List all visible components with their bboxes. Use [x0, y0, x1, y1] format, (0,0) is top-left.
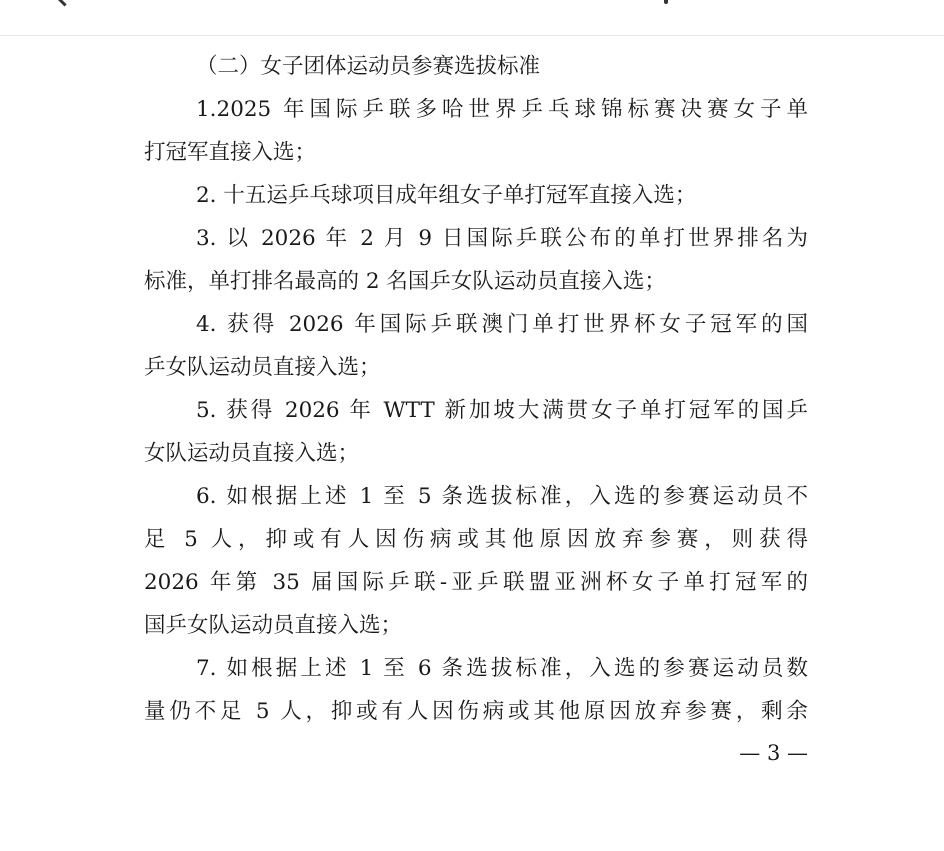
paragraph-line: 2. 十五运乒乓球项目成年组女子单打冠军直接入选； — [196, 183, 697, 208]
toolbar-icon[interactable] — [664, 0, 668, 4]
section-heading: （二）女子团体运动员参赛选拔标准 — [196, 54, 541, 79]
paragraph-line: 6. 如根据上述 1 至 5 条选拔标准，入选的参赛运动员不 — [196, 484, 808, 509]
paragraph-line: 4. 获得 2026 年国际乒联澳门单打世界杯女子冠军的国 — [196, 312, 808, 337]
paragraph-line: 3. 以 2026 年 2 月 9 日国际乒联公布的单打世界排名为 — [196, 226, 808, 251]
paragraph-line: 2026 年第 35 届国际乒联-亚乒联盟亚洲杯女子单打冠军的 — [144, 570, 808, 595]
paragraph-line: 国乒女队运动员直接入选； — [144, 613, 403, 638]
back-arrow-icon[interactable] — [52, 0, 76, 7]
paragraph-line: 5. 获得 2026 年 WTT 新加坡大满贯女子单打冠军的国乒 — [196, 398, 808, 423]
paragraph-line: 量仍不足 5 人，抑或有人因伤病或其他原因放弃参赛，剩余 — [144, 699, 808, 724]
paragraph-line: 足 5 人，抑或有人因伤病或其他原因放弃参赛，则获得 — [144, 527, 808, 552]
paragraph-line: 标准，单打排名最高的 2 名国乒女队运动员直接入选； — [144, 269, 666, 294]
paragraph-line: 打冠军直接入选； — [144, 140, 317, 165]
paragraph-line: 女队运动员直接入选； — [144, 441, 360, 466]
paragraph-line: 乒女队运动员直接入选； — [144, 355, 381, 380]
paragraph-line: 1.2025 年国际乒联多哈世界乒乓球锦标赛决赛女子单 — [196, 97, 808, 122]
page-number: — 3 — — [739, 741, 808, 765]
top-toolbar — [0, 0, 944, 36]
paragraph-line: 7. 如根据上述 1 至 6 条选拔标准，入选的参赛运动员数 — [196, 656, 808, 681]
